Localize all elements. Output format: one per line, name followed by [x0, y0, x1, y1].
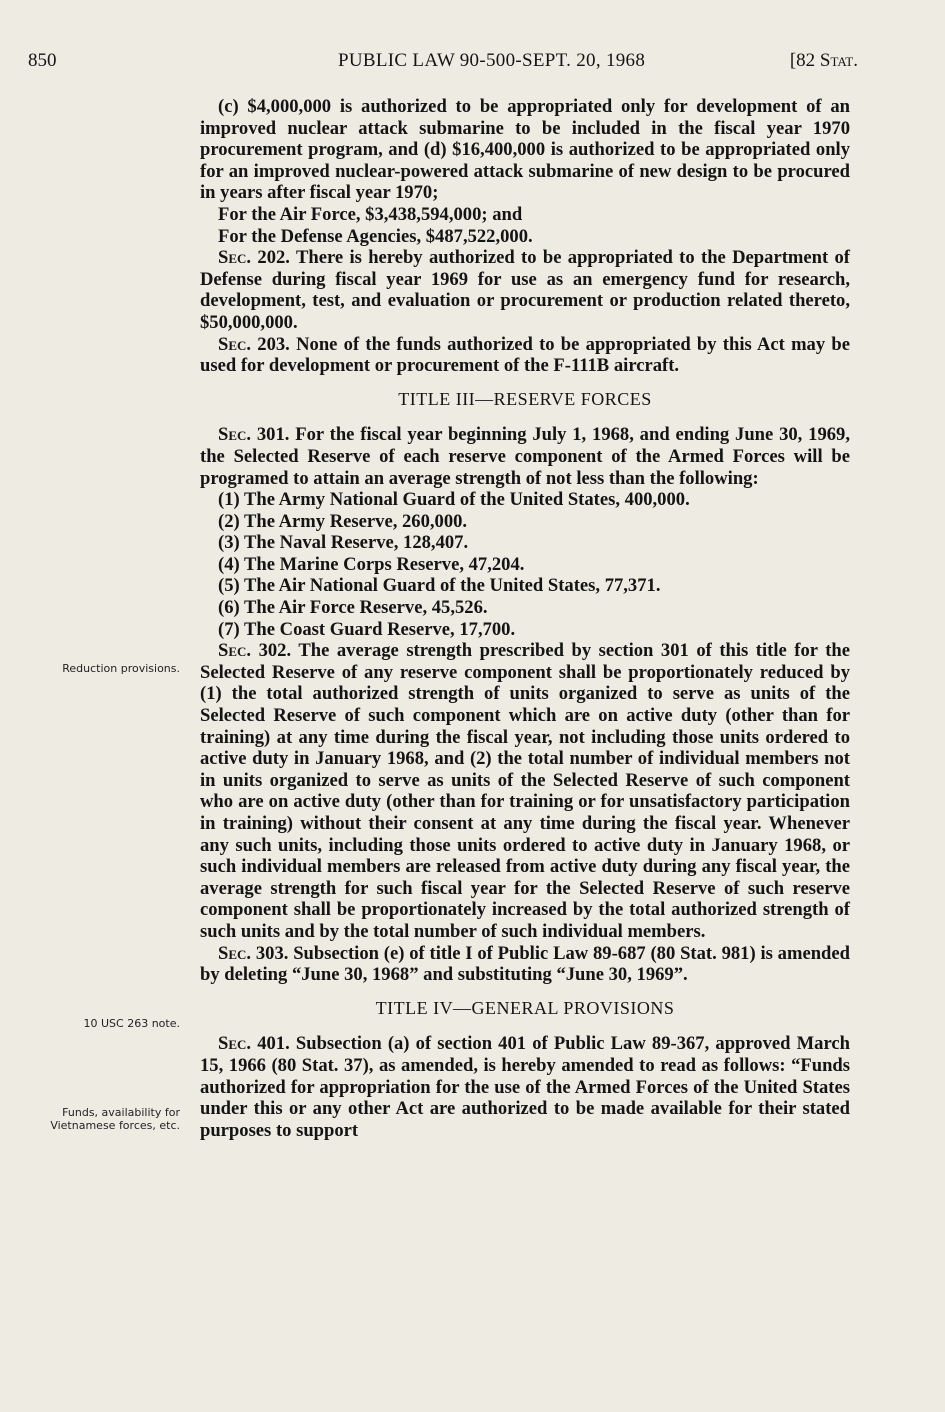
- section-302: [200, 640, 850, 942]
- section-text: Subsection (e) of title I of Public Law 89-687 (80 Stat. 981) is amended by deleting “June 30, 1968” and substituting “June 30, 1969”.: [200, 942, 850, 986]
- paragraph-c-d: (c) $4,000,000 is authorized to be appropriated only for development of an improved nuclear attack submarine to be included in the fiscal year 1970 procurement program, and (d) $16,400,000 is authorized to be appropriated only for an improved nuclear-powered attack submarine of new design to be procured in years after fiscal year 1970;: [200, 96, 850, 204]
- section-text: For the fiscal year beginning July 1, 1968, and ending June 30, 1969, the Selected Reserve of each reserve component of the Armed Forces will be programed to attain an average strength of not less than the following:: [200, 424, 850, 489]
- section-text: Subsection (a) of section 401 of Public Law 89-367, approved March 15, 1966 (80 Stat. 37), as amended, is hereby amended to read as follows: “Funds authorized for appropriation for the use of the Armed Forces of the United States under this or any other Act are authorized to be made available for their stated purposes to support: [200, 1033, 850, 1141]
- list-item: (4) The Marine Corps Reserve, 47,204.: [218, 553, 525, 575]
- list-item: (1) The Army National Guard of the United States, 400,000.: [218, 489, 690, 511]
- list-item: (7) The Coast Guard Reserve, 17,700.: [218, 618, 516, 640]
- margin-note-funds: Funds, availability for Vietnamese forces, etc.: [50, 1106, 180, 1132]
- list-item: (6) The Air Force Reserve, 45,526.: [218, 597, 488, 619]
- list-item: (2) The Army Reserve, 260,000.: [218, 510, 468, 532]
- section-text: None of the funds authorized to be appropriated by this Act may be used for development or procurement of the F-111B aircraft.: [200, 333, 850, 377]
- list-item: (5) The Air National Guard of the United States, 77,371.: [218, 575, 661, 597]
- paragraph-air-force: For the Air Force, $3,438,594,000; and: [218, 203, 523, 225]
- running-title: PUBLIC LAW 90-500-SEPT. 20, 1968: [338, 50, 646, 71]
- section-label: Sec. 202.: [218, 247, 290, 269]
- section-text: There is hereby authorized to be appropriated to the Department of Defense during fiscal year 1969 for use as an emergency fund for research, development, test, and evaluation or procurement or production related thereto, $50,000,000.: [200, 247, 850, 333]
- title-iii-heading: TITLE III—RESERVE FORCES: [398, 388, 652, 409]
- margin-note-usc: 10 USC 263 note.: [83, 1017, 180, 1030]
- section-text: The average strength prescribed by section 301 of this title for the Selected Reserve of any reserve component shall be proportionately reduced by (1) the total authorized strength of units organized to serve as units of the Selected Reserve of such component which are on active duty (other than for training) at any time during the fiscal year, not including those units ordered to active duty in January 1968, and (2) the total number of individual members not in units organized to serve as units of the Selected Reserve of such component who are on active duty (other than for training or for unsatisfactory participation in training) without their consent at any time during the fiscal year. Whenever any such units, including those units ordered to active duty in January 1968, or such individual members are released from active duty during any fiscal year, the average strength for such fiscal year for the Selected Reserve of such reserve component shall be proportionately increased by the total authorized strength of such units and by the total number of such individual members.: [200, 640, 851, 942]
- section-label: Sec. 302.: [218, 640, 292, 662]
- list-item: (3) The Naval Reserve, 128,407.: [218, 532, 469, 554]
- section-label: Sec. 303.: [218, 942, 289, 964]
- section-label: Sec. 301.: [218, 424, 290, 446]
- section-label: Sec. 401.: [218, 1033, 290, 1055]
- section-401: [200, 1033, 850, 1141]
- section-303: [200, 943, 850, 986]
- page-number: 850: [28, 50, 57, 71]
- page-header: [28, 50, 858, 80]
- section-label: Sec. 203.: [218, 333, 290, 355]
- statute-volume: [82 Stat.: [789, 50, 858, 71]
- margin-note-reduction: Reduction provisions.: [62, 662, 180, 675]
- body-text: [200, 96, 850, 1141]
- section-202: [200, 247, 850, 333]
- paragraph-defense-agencies: For the Defense Agencies, $487,522,000.: [218, 225, 533, 247]
- title-iv-heading: TITLE IV—GENERAL PROVISIONS: [375, 997, 675, 1018]
- section-203: [200, 334, 850, 377]
- section-301: [200, 424, 850, 489]
